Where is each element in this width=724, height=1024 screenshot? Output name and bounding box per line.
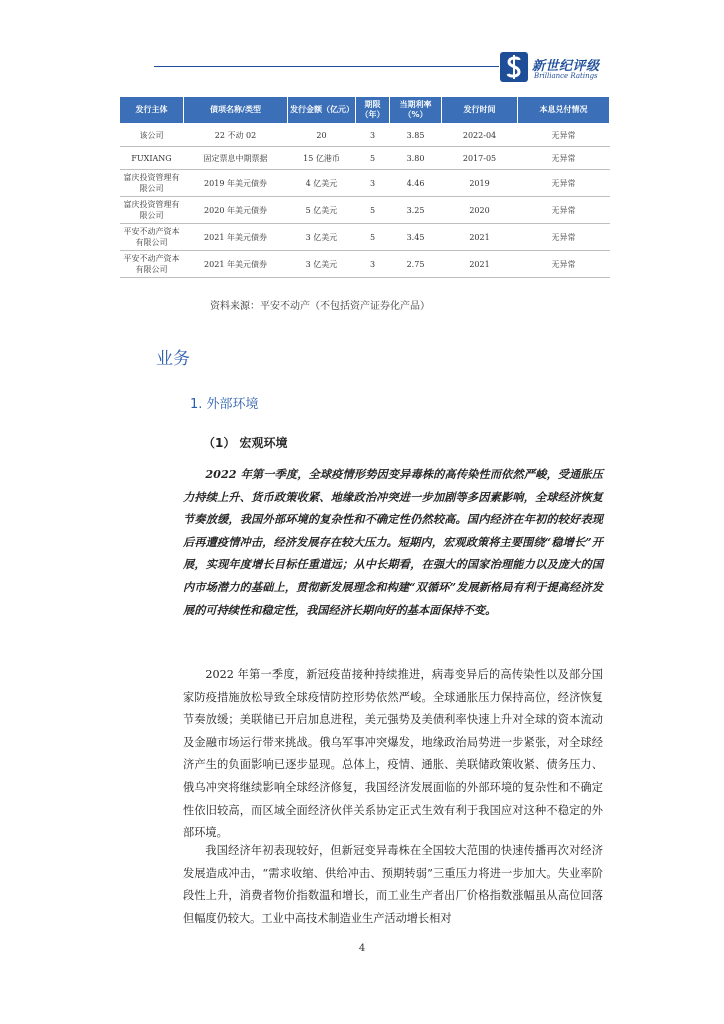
cell-amount: 15 亿港币 [288, 147, 356, 170]
cell-payment-status: 无异常 [518, 147, 610, 170]
cell-amount: 20 [288, 124, 356, 147]
page-number: 4 [358, 943, 366, 954]
cell-bond-name: 2021 年美元债券 [184, 224, 288, 251]
body-paragraph: 2022 年第一季度，新冠疫苗接种持续推进，病毒变异后的高传染性以及部分国家防疫措施放松导致全球疫情防控形势依然严峻。全球通胀压力保持高位，经济恢复节奏放缓；美联储已开启加息进程，美元强势及美债利率快速上升对全球的资本流动及金融市场运行带来挑战。俄乌军事冲突爆发，地缘政治局势进一步紧张，对全球经济产生的负面影响已逐步显现。总体上，疫情、通胀、美联储政策收紧、债务压力、俄乌冲突将继续影响全球经济修复，我国经济发展面临的外部环境的复杂性和不确定性依旧较高，而区域全面经济伙伴关系协定正式生效有利于我国应对这种不稳定的外部环境。 [183, 668, 603, 840]
cell-amount: 4 亿美元 [288, 170, 356, 197]
header-rate: 当期利率（%） [390, 97, 442, 124]
cell-payment-status: 无异常 [518, 124, 610, 147]
cell-issue-date: 2020 [442, 197, 518, 224]
company-logo [500, 52, 610, 86]
cell-issuer: 富庆投资管理有限公司 [120, 170, 184, 197]
section-title: 业务 [156, 349, 190, 369]
cell-issuer: 平安不动产资本有限公司 [120, 224, 184, 251]
cell-issuer: 富庆投资管理有限公司 [120, 197, 184, 224]
subsection-title: 1. 外部环境 [190, 397, 259, 412]
cell-issue-date: 2017-05 [442, 147, 518, 170]
cell-issue-date: 2019 [442, 170, 518, 197]
table-row [120, 170, 610, 197]
header-term: 期限（年） [356, 97, 390, 124]
source-note: 资料来源：平安不动产（不包括资产证券化产品） [210, 301, 430, 312]
cell-term: 3 [356, 251, 390, 278]
cell-payment-status: 无异常 [518, 197, 610, 224]
table-row [120, 251, 610, 278]
cell-payment-status: 无异常 [518, 251, 610, 278]
logo-mark-icon [500, 52, 528, 82]
cell-issue-date: 2022-04 [442, 124, 518, 147]
cell-term: 5 [356, 224, 390, 251]
table-header-row [120, 97, 610, 124]
cell-amount: 3 亿美元 [288, 224, 356, 251]
cell-bond-name: 2021 年美元债券 [184, 251, 288, 278]
cell-bond-name: 2019 年美元债券 [184, 170, 288, 197]
cell-issue-date: 2021 [442, 251, 518, 278]
table-row [120, 224, 610, 251]
cell-rate: 3.85 [390, 124, 442, 147]
cell-term: 5 [356, 197, 390, 224]
cell-issuer: FUXIANG [120, 147, 184, 170]
cell-term: 5 [356, 147, 390, 170]
cell-bond-name: 2020 年美元债券 [184, 197, 288, 224]
table-row [120, 147, 610, 170]
cell-amount: 3 亿美元 [288, 251, 356, 278]
cell-issue-date: 2021 [442, 224, 518, 251]
cell-payment-status: 无异常 [518, 224, 610, 251]
summary-paragraph: 2022 年第一季度，全球疫情形势因变异毒株的高传染性而依然严峻，受通胀压力持续上升、货币政策收紧、地缘政治冲突进一步加剧等多因素影响，全球经济恢复节奏放缓，我国外部环境的复杂性和不确定性仍然较高。国内经济在年初的较好表现后再遭疫情冲击，经济发展存在较大压力。短期内，宏观政策将主要围绕“稳增长”开展，实现年度增长目标任重道远；从中长期看，在强大的国家治理能力以及庞大的国内市场潜力的基础上，贯彻新发展理念和构建“双循环”发展新格局有利于提高经济发展的可持续性和稳定性，我国经济长期向好的基本面保持不变。 [183, 467, 603, 617]
subsubsection-title: （1） 宏观环境 [203, 436, 288, 450]
cell-rate: 2.75 [390, 251, 442, 278]
cell-payment-status: 无异常 [518, 170, 610, 197]
cell-term: 3 [356, 124, 390, 147]
cell-bond-name: 22 不动 02 [184, 124, 288, 147]
table-row [120, 197, 610, 224]
header-bond-name: 债项名称/类型 [184, 97, 288, 124]
cell-rate: 3.45 [390, 224, 442, 251]
cell-issuer: 该公司 [120, 124, 184, 147]
cell-term: 3 [356, 170, 390, 197]
header-rule [154, 66, 499, 67]
cell-rate: 3.25 [390, 197, 442, 224]
header-amount: 发行金额（亿元） [288, 97, 356, 124]
cell-bond-name: 固定票息中期票据 [184, 147, 288, 170]
cell-issuer: 平安不动产资本有限公司 [120, 251, 184, 278]
header-payment-status: 本息兑付情况 [518, 97, 610, 124]
header-issuer: 发行主体 [120, 97, 184, 124]
cell-amount: 5 亿美元 [288, 197, 356, 224]
table-row [120, 124, 610, 147]
body-paragraph: 我国经济年初表现较好，但新冠变异毒株在全国较大范围的快速传播再次对经济发展造成冲击，“需求收缩、供给冲击、预期转弱”三重压力将进一步加大。失业率阶段性上升，消费者物价指数温和增长，而工业生产者出厂价格指数涨幅虽从高位回落但幅度仍较大。工业中高技术制造业生产活动增长相对 [183, 844, 603, 925]
cell-rate: 4.46 [390, 170, 442, 197]
cell-rate: 3.80 [390, 147, 442, 170]
logo-chinese-name: 新世纪评级 [532, 59, 600, 74]
header-issue-date: 发行时间 [442, 97, 518, 124]
bond-issuance-table [119, 96, 610, 278]
logo-english-name: Brilliance Ratings [534, 72, 598, 80]
